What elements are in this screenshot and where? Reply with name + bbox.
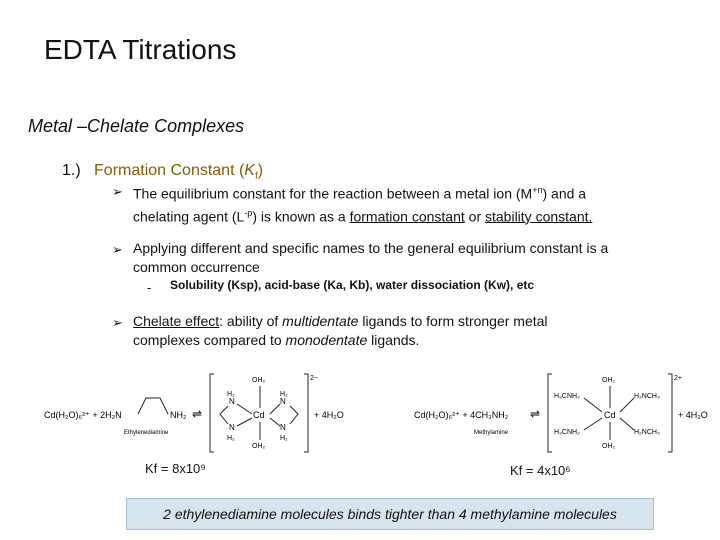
point-heading-text: Formation Constant (	[94, 162, 245, 179]
bullet-3-text-c: complexes compared to	[133, 332, 286, 348]
left-nh2-text: NH₂	[170, 410, 187, 420]
svg-text:H₂NCH₃: H₂NCH₃	[634, 393, 660, 400]
right-kf-label: Kf = 4x10⁶	[510, 463, 571, 478]
bullet-1	[133, 181, 693, 226]
left-kf-label: Kf = 8x10⁹	[145, 461, 206, 476]
stability-constant-term: stability constant.	[485, 208, 593, 225]
svg-text:H₂: H₂	[280, 435, 288, 442]
arrow-bullet-icon: ➢	[112, 184, 123, 199]
left-charge: 2−	[310, 375, 318, 382]
bullet-3-text-a: : ability of	[219, 313, 283, 329]
left-reactant-text: Cd(H₂O)₆²⁺ + 2H₂N	[44, 410, 122, 420]
right-ligand-name: Methylamine	[474, 430, 509, 436]
bullet-3-text-b: ligands to form stronger metal	[358, 313, 548, 329]
kf-symbol: K	[244, 162, 255, 179]
right-metal-center: Cd	[604, 410, 616, 420]
bullet-1-text-a: The equilibrium constant for the reaction between a metal ion (M	[133, 185, 533, 202]
svg-text:OH₂: OH₂	[602, 443, 616, 450]
svg-text:H₃CNH₂: H₃CNH₂	[554, 393, 580, 400]
svg-text:OH₂: OH₂	[252, 377, 266, 384]
multidentate-term: multidentate	[282, 313, 359, 329]
point-heading-close: )	[257, 162, 264, 179]
chelate-effect-term: Chelate effect	[133, 313, 220, 329]
svg-text:N: N	[229, 423, 235, 432]
bullet-3	[133, 312, 693, 350]
svg-text:H₂: H₂	[227, 391, 235, 398]
bullet-1-text-b: ) and a	[542, 185, 587, 202]
equilibrium-arrow-icon: ⇌	[530, 407, 541, 421]
formation-constant-term: formation constant	[349, 208, 465, 225]
slide-title: EDTA Titrations	[44, 34, 237, 65]
equilibrium-arrow-icon: ⇌	[192, 407, 203, 421]
svg-text:H₂NCH₃: H₂NCH₃	[634, 429, 660, 436]
bullet-3-text-d: ligands.	[367, 332, 420, 348]
methylamine-reaction-scheme	[412, 368, 718, 456]
bullet-2-text-b: common occurrence	[133, 259, 260, 275]
right-reactant-text: Cd(H₂O)₆²⁺ + 4CH₃NH₂	[414, 410, 509, 420]
kf-subscript: f	[254, 171, 258, 183]
ethylenediamine-reaction-scheme	[42, 368, 360, 456]
section-subtitle: Metal –Chelate Complexes	[28, 116, 245, 136]
arrow-bullet-icon: ➢	[112, 315, 123, 330]
monodentate-term: monodentate	[285, 332, 368, 348]
sub-bullet-dash: -	[147, 280, 152, 295]
bullet-1-sup: +n	[532, 185, 543, 195]
svg-text:H₂: H₂	[227, 435, 235, 442]
svg-text:OH₂: OH₂	[602, 377, 616, 384]
comparison-caption: 2 ethylenediamine molecules binds tighter than 4 methylamine molecules	[126, 498, 654, 530]
arrow-bullet-icon: ➢	[112, 242, 123, 257]
svg-text:N: N	[229, 397, 235, 406]
bullet-2-text-a: Applying different and specific names to the general equilibrium constant is a	[133, 240, 609, 256]
svg-text:H₂: H₂	[280, 391, 288, 398]
svg-text:OH₂: OH₂	[252, 443, 266, 450]
svg-text:N: N	[280, 397, 286, 406]
svg-text:N: N	[280, 423, 286, 432]
left-metal-center: Cd	[253, 410, 265, 420]
right-product-water: + 4H₂O	[678, 410, 708, 420]
point-number: 1.)	[62, 162, 81, 179]
left-product-water: + 4H₂O	[314, 410, 344, 420]
svg-text:H₃CNH₂: H₃CNH₂	[554, 429, 580, 436]
left-ligand-name: Ethylenediamine	[124, 430, 169, 436]
bullet-1-text-c: chelating agent (L	[133, 208, 245, 225]
bullet-1-sup2: -p	[244, 207, 253, 218]
bullet-2	[133, 239, 693, 277]
sub-bullet-text: Solubility (Ksp), acid-base (Ka, Kb), water dissociation (Kw), etc	[170, 278, 535, 292]
point-heading	[62, 162, 263, 182]
right-charge: 2+	[674, 375, 682, 382]
bullet-1-text-d: ) is known as a	[252, 208, 350, 225]
bullet-1-or: or	[464, 208, 485, 225]
